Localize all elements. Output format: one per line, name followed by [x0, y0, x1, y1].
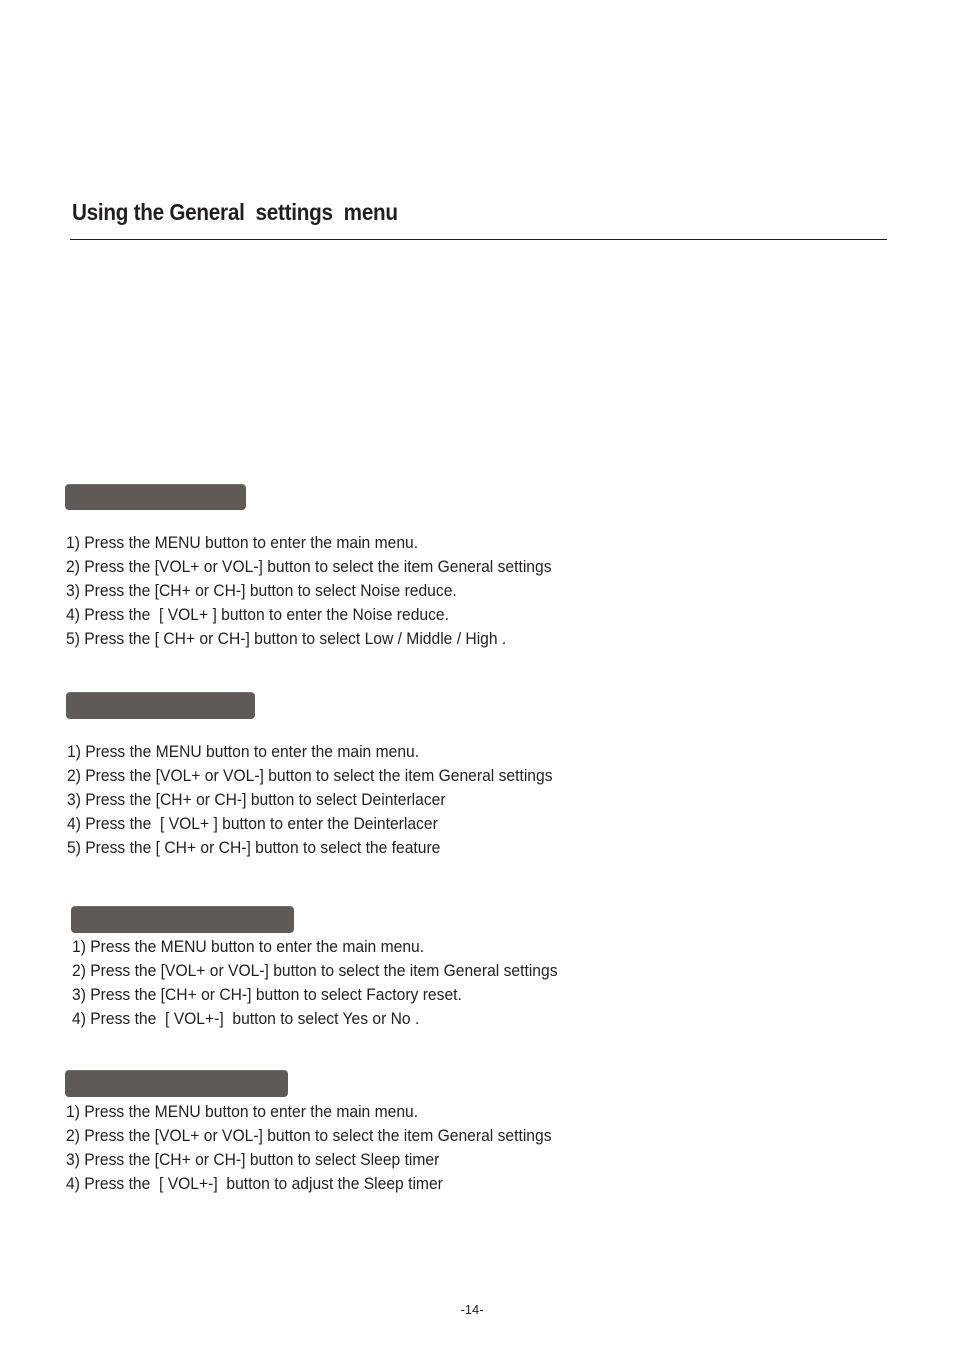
step-item: 3) Press the [CH+ or CH-] button to select Sleep timer	[66, 1150, 440, 1169]
step-item: 2) Press the [VOL+ or VOL-] button to select the item General settings	[66, 1126, 552, 1145]
section-header-bar-noise-reduce	[65, 484, 246, 510]
section-header-bar-deinterlacer	[66, 692, 255, 719]
step-item: 2) Press the [VOL+ or VOL-] button to select the item General settings	[72, 961, 558, 980]
page-title: Using the General settings menu	[72, 199, 398, 225]
step-item: 1) Press the MENU button to enter the main menu.	[72, 937, 425, 956]
page-number: -14-	[460, 1302, 484, 1317]
steps-list-deinterlacer	[67, 740, 595, 860]
step-item: 4) Press the [ VOL+ ] button to enter the Deinterlacer	[67, 814, 438, 833]
section-header-bar-sleep-timer	[65, 1070, 288, 1097]
title-divider	[70, 239, 887, 240]
step-item: 2) Press the [VOL+ or VOL-] button to select the item General settings	[67, 766, 553, 785]
step-item: 1) Press the MENU button to enter the main menu.	[66, 1102, 419, 1121]
step-item: 2) Press the [VOL+ or VOL-] button to select the item General settings	[66, 557, 552, 576]
step-item: 3) Press the [CH+ or CH-] button to select Deinterlacer	[67, 790, 446, 809]
step-item: 1) Press the MENU button to enter the main menu.	[67, 742, 420, 761]
steps-list-noise-reduce	[66, 531, 594, 651]
step-item: 1) Press the MENU button to enter the main menu.	[66, 533, 419, 552]
step-item: 5) Press the [ CH+ or CH-] button to select Low / Middle / High .	[66, 629, 507, 648]
step-item: 4) Press the [ VOL+-] button to select Yes or No .	[72, 1009, 420, 1028]
step-item: 4) Press the [ VOL+ ] button to enter the Noise reduce.	[66, 605, 449, 624]
step-item: 5) Press the [ CH+ or CH-] button to select the feature	[67, 838, 441, 857]
step-item: 3) Press the [CH+ or CH-] button to select Factory reset.	[72, 985, 462, 1004]
steps-list-factory-reset	[72, 935, 600, 1031]
steps-list-sleep-timer	[66, 1100, 594, 1196]
section-header-bar-factory-reset	[71, 906, 294, 933]
step-item: 4) Press the [ VOL+-] button to adjust the Sleep timer	[66, 1174, 443, 1193]
step-item: 3) Press the [CH+ or CH-] button to select Noise reduce.	[66, 581, 457, 600]
